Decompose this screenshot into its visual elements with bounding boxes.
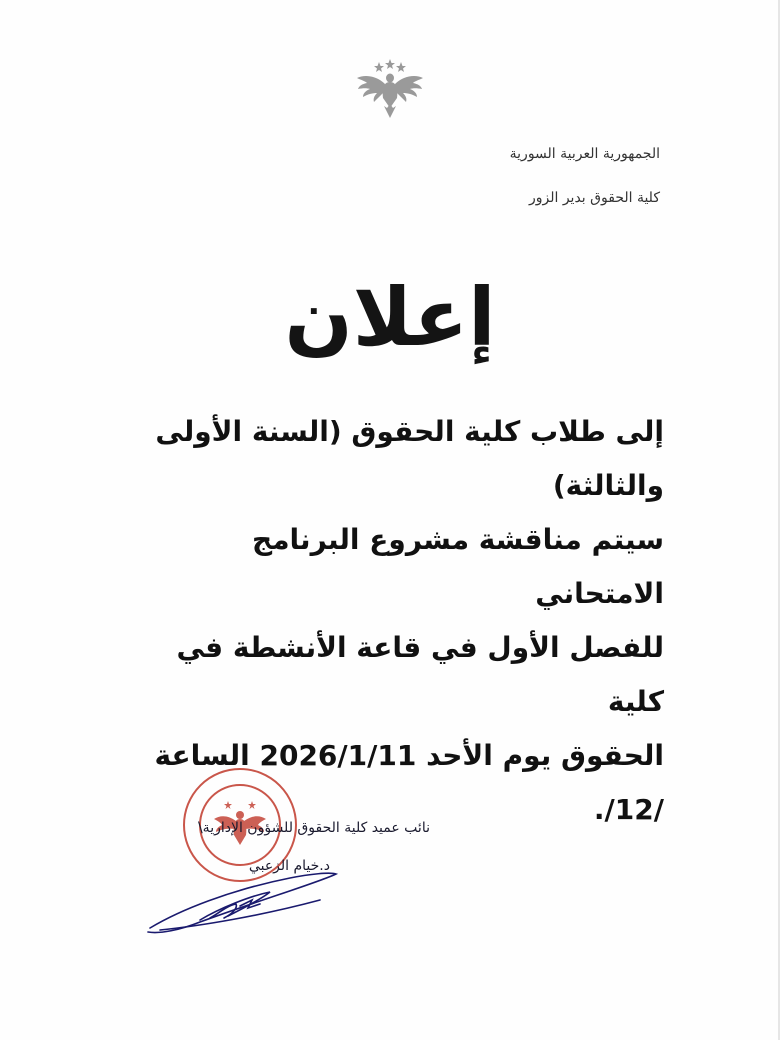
eagle-emblem-icon: [355, 58, 425, 120]
signatory-name: د.خيام الزعبي: [248, 858, 330, 874]
signatory-title: نائب عميد كلية الحقوق للشؤون الإدارية\: [197, 820, 430, 836]
header-country: الجمهورية العربية السورية: [509, 146, 660, 162]
announcement-line: الحقوق يوم الأحد 2026/1/11 الساعة /12/.: [154, 739, 664, 826]
announcement-title: إعلان: [284, 271, 496, 364]
announcement-line: والثالثة): [552, 469, 664, 502]
handwritten-signature: [140, 860, 340, 940]
announcement-line: للفصل الأول في قاعة الأنشطة في كلية: [176, 631, 664, 718]
header-faculty: كلية الحقوق بدير الزور: [528, 190, 660, 206]
announcement-line: سيتم مناقشة مشروع البرنامج الامتحاني: [252, 523, 664, 610]
announcement-line: إلى طلاب كلية الحقوق (السنة الأولى: [155, 415, 664, 448]
